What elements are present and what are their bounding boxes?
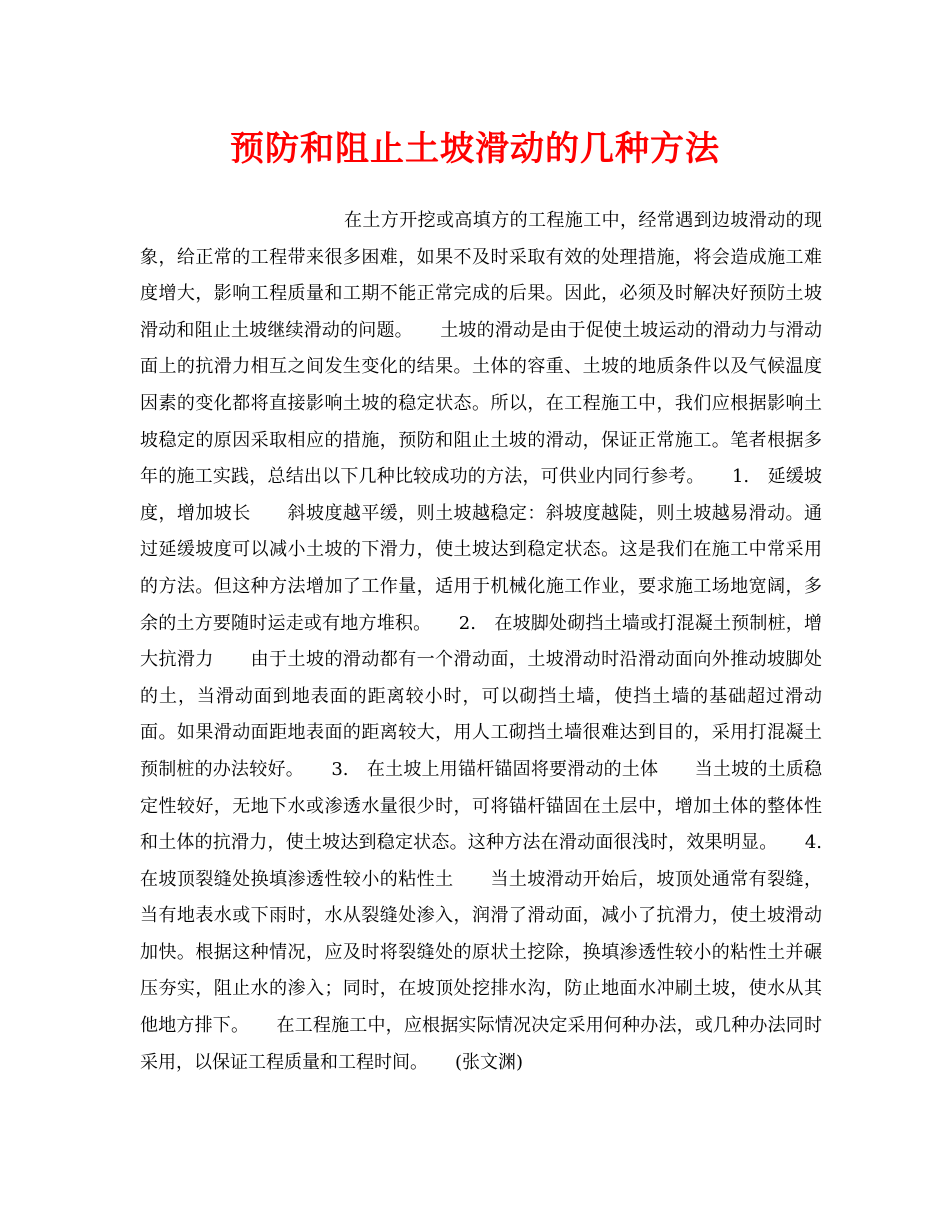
document-body: 在土方开挖或高填方的工程施工中，经常遇到边坡滑动的现象，给正常的工程带来很多困难，如果不及时采取有效的处理措施，将会造成施工难度增大，影响工程质量和工期不能正常完成的后果。因此，必须及时解决好预防土坡滑动和阻止土坡继续滑动的问题。 土坡的滑动是由于促使土坡运动的滑动力与滑动面上的抗滑力相互之间发生变化的结果。土体的容重、土坡的地质条件以及气候温度因素的变化都将直接影响土坡的稳定状态。所以，在工程施工中，我们应根据影响土坡稳定的原因采取相应的措施，预防和阻止土坡的滑动，保证正常施工。笔者根据多年的施工实践，总结出以下几种比较成功的方法，可供业内同行参考。 1. 延缓坡度，增加坡长 斜坡度越平缓，则土坡越稳定：斜坡度越陡，则土坡越易滑动。通过延缓坡度可以减小土坡的下滑力，使土坡达到稳定状态。这是我们在施工中常采用的方法。但这种方法增加了工作量，适用于机械化施工作业，要求施工场地宽阔，多余的土方要随时运走或有地方堆积。 2. 在坡脚处砌挡土墙或打混凝土预制桩，增大抗滑力 由于土坡的滑动都有一个滑动面，土坡滑动时沿滑动面向外推动坡脚处的土，当滑动面到地表面的距离较小时，可以砌挡土墙，使挡土墙的基础超过滑动面。如果滑动面距地表面的距离较大，用人工砌挡土墙很难达到目的，采用打混凝土预制桩的办法较好。 3. 在土坡上用锚杆锚固将要滑动的土体 当土坡的土质稳定性较好，无地下水或渗透水量很少时，可将锚杆锚固在土层中，增加土体的整体性和土体的抗滑力，使土坡达到稳定状态。这种方法在滑动面很浅时，效果明显。 4. 在坡顶裂缝处换填渗透性较小的粘性土 当土坡滑动开始后，坡顶处通常有裂缝，当有地表水或下雨时，水从裂缝处渗入，润滑了滑动面，减小了抗滑力，使土坡滑动加快。根据这种情况，应及时将裂缝处的原状土挖除，换填渗透性较小的粘性土并碾压夯实，阻止水的渗入；同时，在坡顶处挖排水沟，防止地面水冲刷土坡，使水从其他地方排下。 在工程施工中，应根据实际情况决定采用何种办法，或几种办法同时采用，以保证工程质量和工程时间。 (张文渊)	[140, 210, 840, 1073]
document-title: 预防和阻止土坡滑动的几种方法	[230, 129, 720, 169]
